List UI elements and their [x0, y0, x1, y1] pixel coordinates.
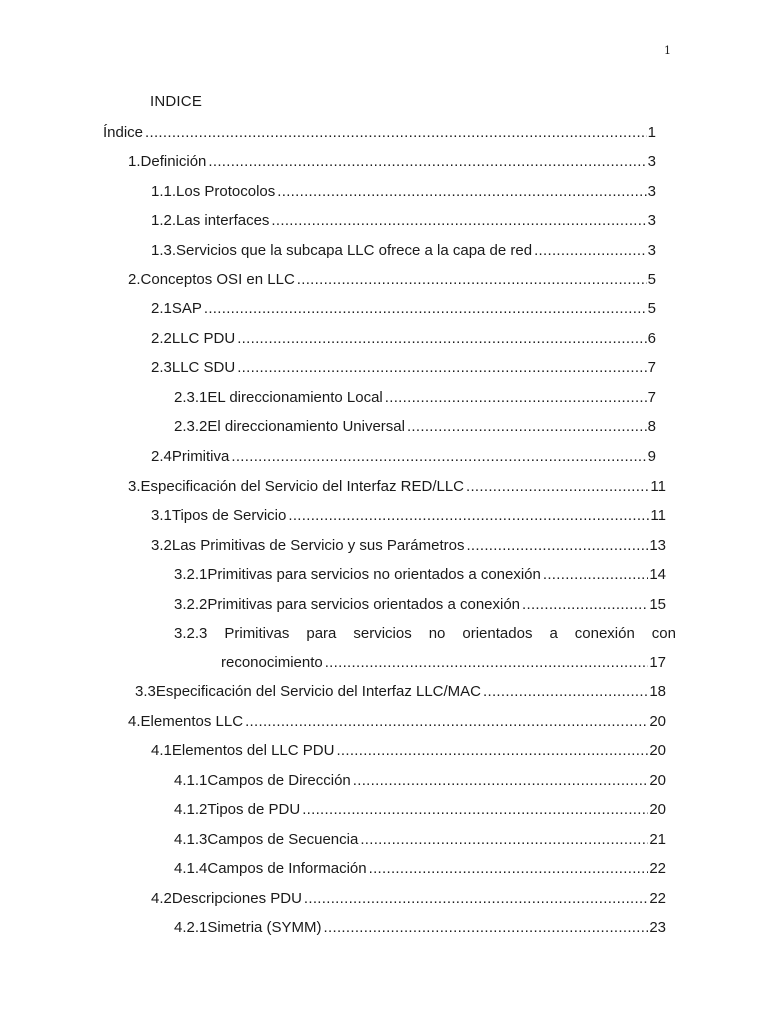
toc-entry-number: 4.: [128, 713, 141, 730]
toc-entry-text: Servicios que la subcapa LLC ofrece a la capa de red: [176, 242, 533, 259]
toc-entry[interactable]: [151, 535, 666, 557]
toc-entry-text: Primitiva: [171, 448, 230, 465]
toc-entry[interactable]: [174, 770, 666, 792]
toc-entry-number: 3.2.3: [174, 625, 208, 642]
toc-entry-continuation[interactable]: [221, 652, 666, 674]
toc-entry-number: 1.2.: [151, 212, 177, 229]
toc-leader: [534, 240, 647, 262]
toc-entry[interactable]: [174, 917, 666, 939]
toc-entry-number: 2.: [128, 271, 141, 288]
toc-entry[interactable]: [135, 681, 666, 703]
toc-entry-page: 6: [647, 330, 656, 347]
toc-leader: [369, 858, 649, 880]
toc-leader: [336, 740, 648, 762]
toc-entry[interactable]: [174, 594, 666, 616]
toc-entry-text: LLC PDU: [171, 330, 236, 347]
toc-entry-text: Elementos LLC: [140, 713, 244, 730]
toc-leader: [360, 829, 648, 851]
toc-entry-number: 4.1.1: [174, 772, 208, 789]
toc-entry-text: Primitivas para servicios no orientados a conexión: [207, 566, 541, 583]
toc-entry-page: 20: [649, 742, 666, 759]
toc-entry-text: Especificación del Servicio del Interfaz RED/LLC: [140, 478, 464, 495]
toc-entry-page: 21: [649, 831, 666, 848]
toc-entry-page: 5: [647, 300, 656, 317]
toc-word: a: [549, 625, 558, 642]
toc-entry-number: 2.1: [151, 300, 172, 317]
toc-entry-page: 3: [647, 242, 656, 259]
toc-word: orientados: [462, 625, 533, 642]
toc-leader: [304, 888, 648, 910]
toc-entry-text: Los Protocolos: [176, 183, 276, 200]
toc-entry-page: 1: [647, 124, 656, 141]
toc-leader: [237, 357, 646, 379]
toc-entry[interactable]: [151, 240, 656, 262]
toc-entry-number: 3.: [128, 478, 141, 495]
toc-entry-page: 20: [649, 713, 666, 730]
toc-leader: [231, 446, 646, 468]
toc-entry[interactable]: [174, 799, 666, 821]
toc-entry-page: 3: [647, 183, 656, 200]
toc-entry-number: 4.1.2: [174, 801, 208, 818]
toc-title: INDICE: [150, 93, 203, 110]
toc-entry-page: 3: [647, 212, 656, 229]
toc-entry-page: 20: [649, 801, 666, 818]
toc-entry[interactable]: [174, 829, 666, 851]
toc-entry-page: 17: [649, 654, 666, 671]
toc-leader: [522, 594, 648, 616]
toc-entry[interactable]: [151, 505, 666, 527]
toc-entry-number: 2.3.1: [174, 389, 208, 406]
toc-entry-text: Las interfaces: [176, 212, 270, 229]
toc-entry-page: 22: [649, 860, 666, 877]
toc-entry-page: 23: [649, 919, 666, 936]
toc-entry-text: Simetria (SYMM): [207, 919, 322, 936]
toc-entry-text: Descripciones PDU: [171, 890, 302, 907]
toc-entry-number: 2.2: [151, 330, 172, 347]
toc-entry-page: 8: [647, 418, 656, 435]
toc-entry[interactable]: [174, 858, 666, 880]
toc-leader: [237, 328, 646, 350]
toc-entry-number: 3.2: [151, 537, 172, 554]
toc-entry[interactable]: [128, 476, 666, 498]
toc-leader: [288, 505, 649, 527]
toc-entry-page: 5: [647, 271, 656, 288]
toc-entry-page: 14: [649, 566, 666, 583]
toc-leader: [407, 416, 647, 438]
toc-entry-text: SAP: [171, 300, 202, 317]
toc-entry-text: Las Primitivas de Servicio y sus Parámetros: [171, 537, 465, 554]
toc-word: no: [428, 625, 446, 642]
toc-leader: [543, 564, 648, 586]
toc-leader: [483, 681, 648, 703]
toc-entry[interactable]: [151, 298, 656, 320]
toc-entry-text: Índice: [103, 124, 144, 141]
toc-entry-number: 4.1.3: [174, 831, 208, 848]
toc-leader: [204, 298, 647, 320]
toc-entry[interactable]: [128, 269, 656, 291]
toc-entry-page: 13: [649, 537, 666, 554]
toc-leader: [385, 387, 647, 409]
toc-entry-text: Definición: [140, 153, 207, 170]
toc-entry-text: Campos de Dirección: [207, 772, 351, 789]
toc-entry-text: reconocimiento: [221, 654, 323, 671]
toc-word: con: [651, 625, 676, 642]
toc-entry-text: Campos de Información: [207, 860, 367, 877]
toc-leader: [271, 210, 646, 232]
toc-entry-page: 11: [650, 478, 666, 495]
toc-entry[interactable]: [151, 357, 656, 379]
toc-entry-number: 3.2.1: [174, 566, 208, 583]
toc-entry-page: 9: [647, 448, 656, 465]
toc-leader: [145, 122, 647, 144]
toc-leader: [297, 269, 647, 291]
toc-entry[interactable]: [151, 888, 666, 910]
toc-entry-number: 1.: [128, 153, 141, 170]
toc-word: conexión: [574, 625, 635, 642]
toc-leader: [325, 652, 649, 674]
toc-leader: [302, 799, 648, 821]
toc-entry-text: Campos de Secuencia: [207, 831, 359, 848]
toc-entry[interactable]: [103, 122, 656, 144]
toc-entry-page: 18: [649, 683, 666, 700]
toc-entry-number: 2.3: [151, 359, 172, 376]
toc-entry-text: Especificación del Servicio del Interfaz LLC/MAC: [155, 683, 482, 700]
toc-entry-text: EL direccionamiento Local: [207, 389, 383, 406]
toc-entry-number: 1.1.: [151, 183, 177, 200]
toc-entry-number: 4.1.4: [174, 860, 208, 877]
toc-word: para: [306, 625, 337, 642]
toc-entry-page: 22: [649, 890, 666, 907]
toc-entry-text: Tipos de PDU: [207, 801, 301, 818]
toc-entry-number: 1.3.: [151, 242, 177, 259]
toc-entry-text: Elementos del LLC PDU: [171, 742, 335, 759]
toc-entry-number: 4.2: [151, 890, 172, 907]
toc-entry[interactable]: [128, 151, 656, 173]
toc-entry[interactable]: [151, 740, 666, 762]
toc-entry[interactable]: [128, 711, 666, 733]
toc-entry-justified-line[interactable]: [174, 623, 676, 645]
toc-entry-number: 4.1: [151, 742, 172, 759]
toc-entry-page: 7: [647, 389, 656, 406]
toc-entry[interactable]: [174, 387, 656, 409]
toc-entry-number: 3.3: [135, 683, 156, 700]
toc-word: Primitivas: [224, 625, 290, 642]
toc-entry-page: 20: [649, 772, 666, 789]
toc-entry-text: El direccionamiento Universal: [207, 418, 405, 435]
toc-entry-page: 11: [650, 507, 666, 524]
toc-leader: [208, 151, 646, 173]
toc-entry-number: 2.3.2: [174, 418, 208, 435]
toc-entry-number: 2.4: [151, 448, 172, 465]
toc-entry-text: Tipos de Servicio: [171, 507, 287, 524]
toc-entry[interactable]: [174, 416, 656, 438]
toc-entry[interactable]: [151, 181, 656, 203]
toc-entry-page: 7: [647, 359, 656, 376]
page-number: 1: [664, 44, 671, 57]
toc-entry[interactable]: [174, 564, 666, 586]
toc-entry-text: Primitivas para servicios orientados a conexión: [207, 596, 521, 613]
toc-entry-page: 3: [647, 153, 656, 170]
toc-entry[interactable]: [151, 210, 656, 232]
toc-entry-text: LLC SDU: [171, 359, 236, 376]
toc-leader: [245, 711, 648, 733]
toc-entry-number: 3.1: [151, 507, 172, 524]
toc-leader: [324, 917, 649, 939]
toc-leader: [277, 181, 646, 203]
toc-leader: [466, 476, 649, 498]
toc-entry-page: 15: [649, 596, 666, 613]
toc-leader: [466, 535, 648, 557]
toc-entry[interactable]: [151, 328, 656, 350]
toc-leader: [353, 770, 649, 792]
toc-entry[interactable]: [151, 446, 656, 468]
toc-word: servicios: [353, 625, 412, 642]
toc-entry-number: 3.2.2: [174, 596, 208, 613]
toc-entry-text: Conceptos OSI en LLC: [140, 271, 295, 288]
toc-entry-number: 4.2.1: [174, 919, 208, 936]
